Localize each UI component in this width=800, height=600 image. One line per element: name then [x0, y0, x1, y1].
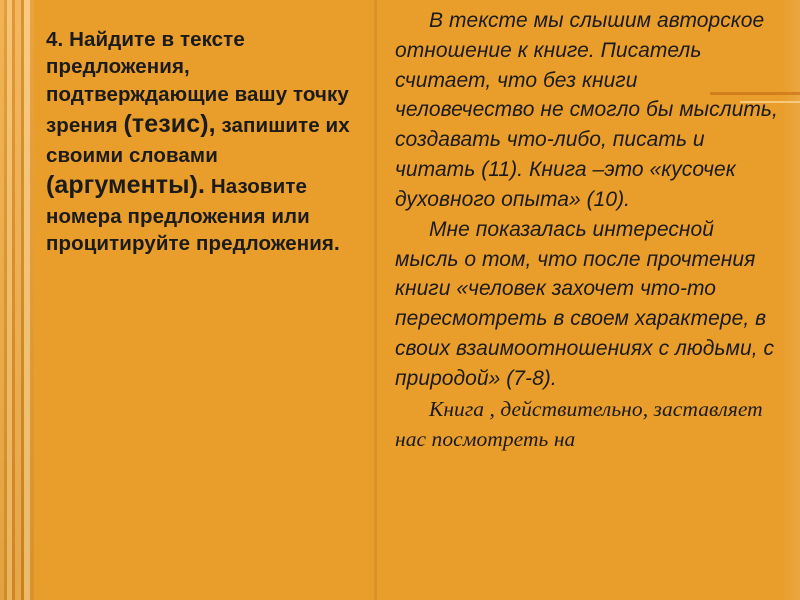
task-segment-thesis: (тезис), [123, 110, 216, 139]
right-column [377, 0, 800, 600]
task-segment-5: Назовите номера предложения или процитируйте предложения. [46, 175, 340, 256]
task-segment-1: 4. Найдите в тексте предложения, подтверждающие вашу точку зрения [46, 28, 349, 138]
task-segment-3: запишите их своими словами [46, 114, 350, 167]
decorative-left-stripes [0, 0, 34, 600]
answer-paragraph-2: Мне показалась интересной мысль о том, что после прочтения книги «человек захочет что-то пересмотреть в своем характере, в своих взаимоотношениях с людьми, с природой» (7-8). [395, 217, 775, 390]
column-divider [374, 0, 377, 600]
answer-paragraph-3: Книга , действительно, заставляет нас посмотреть на [395, 396, 763, 452]
sample-answer-text [395, 6, 778, 455]
answer-paragraph-1: В тексте мы слышим авторское отношение к книге. Писатель считает, что без книги человечество не смогло бы мыслить, создавать что-либо, писать и читать (11). Книга –это «кусочек духовного опыта» (10). [395, 9, 778, 211]
task-instruction [46, 26, 356, 258]
left-column [34, 0, 374, 600]
slide-content [34, 0, 800, 600]
task-segment-arguments: (аргументы). [46, 171, 206, 200]
